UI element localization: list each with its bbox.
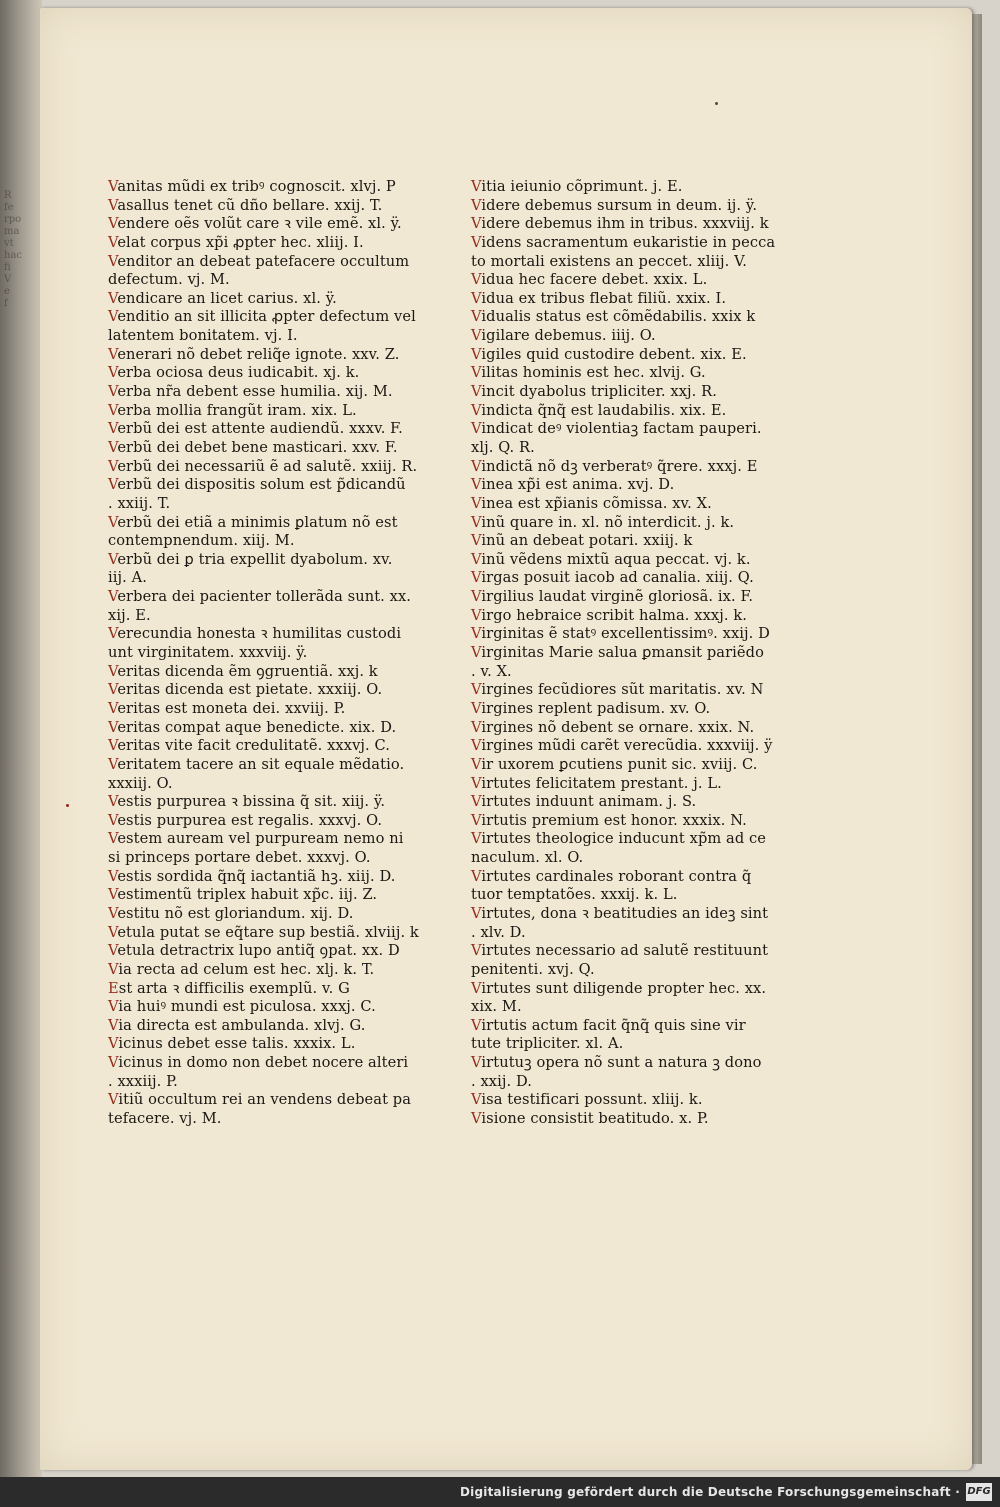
rubricated-initial: V	[471, 830, 482, 848]
index-entry: Vestis purpurea ꝛ bissina q̃ sit. xiij. ÿ.	[108, 793, 386, 811]
rubricated-initial: V	[471, 420, 482, 438]
rubricated-initial: V	[108, 476, 118, 494]
index-entry: Vidualis status est cõmẽdabilis. xxix k	[471, 308, 756, 326]
rubricated-initial: V	[108, 401, 118, 419]
index-entry: Vanitas mũdi ex tribꝰ cognoscit. xlvj. P	[108, 178, 396, 195]
index-entry: Visione consistit beatitudo. x. P.	[471, 1110, 709, 1128]
index-entry: Verbũ dei necessariũ ẽ ad salutẽ. xxiij. R.	[108, 457, 418, 475]
index-entry: tuor temptatões. xxxij. k. L.	[471, 886, 678, 904]
index-entry: Vinũ an debeat potari. xxiij. k	[471, 532, 693, 550]
index-entry: Verba nr̃a debent esse humilia. xij. M.	[108, 383, 393, 401]
rubricated-initial: V	[108, 364, 118, 382]
index-entry: Vicinus in domo non debet nocere alteri	[108, 1054, 409, 1072]
rubricated-initial: V	[108, 998, 119, 1016]
index-entry: Vindicat deꝰ violentiaꝫ factam pauperi.	[471, 420, 762, 438]
rubricated-initial: V	[471, 737, 482, 755]
funding-notice: Digitalisierung gefördert durch die Deutsche Forschungsgemeinschaft ·	[460, 1485, 960, 1499]
rubricated-initial: V	[471, 215, 482, 233]
rubricated-initial: V	[108, 867, 118, 885]
index-entry: Verbũ dei debet bene masticari. xxv. F.	[108, 438, 398, 456]
rubricated-initial: V	[108, 886, 118, 904]
index-entry: . xxxiij. P.	[108, 1072, 178, 1090]
rubricated-initial: V	[108, 438, 118, 456]
rubricated-initial: V	[108, 383, 118, 401]
index-entry: Vetula detractrix lupo antiq̃ ꝯpat. xx. D	[108, 942, 400, 960]
index-entry: Veritas est moneta dei. xxviij. P.	[108, 699, 346, 717]
rubricated-initial: E	[108, 979, 119, 997]
index-entry: Vestem auream vel purpuream nemo ni	[108, 830, 404, 848]
rubricated-initial: V	[108, 1054, 119, 1072]
index-entry: to mortali existens an peccet. xliij. V.	[471, 252, 747, 270]
rubricated-initial: V	[108, 215, 118, 233]
index-entry: Verbũ dei est attente audiendũ. xxxv. F.	[108, 420, 403, 438]
index-entry: latentem bonitatem. vj. I.	[108, 327, 298, 345]
index-entry: Via directa est ambulanda. xlvj. G.	[108, 1016, 366, 1034]
ink-spot	[66, 804, 69, 807]
index-entry: Virginitas ẽ statꝰ excellentissimꝰ. xxij. D	[471, 625, 770, 643]
index-entry: Verbũ dei ꝑ tria expellit dyabolum. xv.	[108, 550, 393, 568]
rubricated-initial: V	[108, 1016, 119, 1034]
index-entry: xxxiij. O.	[108, 774, 173, 792]
index-entry: Virgines fecũdiores sũt maritatis. xv. N	[471, 681, 764, 699]
rubricated-initial: V	[108, 830, 118, 848]
rubricated-initial: V	[471, 196, 482, 214]
rubricated-initial: V	[471, 233, 482, 251]
index-entry: Veritas dicenda est pietate. xxxiij. O.	[108, 681, 383, 699]
index-entry: Virtutes, dona ꝛ beatitudies an ideꝫ sint	[471, 904, 769, 922]
rubricated-initial: V	[471, 606, 482, 624]
rubricated-initial: V	[108, 811, 118, 829]
rubricated-initial: V	[108, 196, 118, 214]
rubricated-initial: V	[108, 923, 118, 941]
index-entry: Vestitu nõ est gloriandum. xij. D.	[108, 904, 354, 922]
rubricated-initial: V	[108, 662, 118, 680]
index-entry: . xlv. D.	[471, 923, 526, 941]
index-entry: xij. E.	[108, 606, 151, 624]
rubricated-initial: V	[108, 737, 118, 755]
index-entry: Vendere oẽs volũt care ꝛ vile emẽ. xl. ÿ.	[108, 215, 402, 233]
footer-bar	[0, 1477, 1000, 1507]
rubricated-initial: V	[108, 289, 118, 307]
rubricated-initial: V	[471, 1091, 482, 1109]
rubricated-initial: V	[471, 457, 482, 475]
index-entry: penitenti. xvj. Q.	[471, 960, 595, 978]
rubricated-initial: V	[471, 308, 482, 326]
rubricated-initial: V	[108, 793, 118, 811]
rubricated-initial: V	[471, 867, 482, 885]
index-entry: Via recta ad celum est hec. xlj. k. T.	[108, 960, 375, 978]
rubricated-initial: V	[471, 178, 482, 195]
index-entry: Videre debemus sursum in deum. ij. ÿ.	[471, 196, 758, 214]
rubricated-initial: V	[108, 1091, 119, 1109]
index-entry: naculum. xl. O.	[471, 849, 584, 867]
index-entry: Virtutes felicitatem prestant. j. L.	[471, 774, 722, 792]
index-entry: Veritas vite facit credulitatẽ. xxxvj. C.	[108, 737, 391, 755]
rubricated-initial: V	[471, 289, 482, 307]
rubricated-initial: V	[471, 550, 482, 568]
rubricated-initial: V	[108, 718, 118, 736]
rubricated-initial: V	[108, 513, 118, 531]
index-entry: Vitiũ occultum rei an vendens debeat pa	[108, 1091, 412, 1109]
rubricated-initial: V	[108, 588, 118, 606]
index-entry: unt virginitatem. xxxviij. ÿ.	[108, 644, 308, 662]
rubricated-initial: V	[471, 569, 482, 587]
rubricated-initial: V	[108, 942, 118, 960]
rubricated-initial: V	[108, 699, 118, 717]
index-entry: . xxij. D.	[471, 1072, 533, 1090]
index-entry: Virgas posuit iacob ad canalia. xiij. Q.	[471, 569, 754, 587]
index-entry: Virgilius laudat virginẽ gloriosã. ix. F.	[471, 588, 754, 606]
rubricated-initial: V	[471, 588, 482, 606]
index-entry: Virtutes necessario ad salutẽ restituunt	[471, 942, 769, 960]
index-entry: Vigilare debemus. iiij. O.	[471, 327, 656, 345]
index-entry: Vasallus tenet cũ dño bellare. xxij. T.	[108, 196, 383, 214]
index-entry: Virgines mũdi carẽt verecũdia. xxxviij. ÿ	[471, 737, 773, 755]
index-entry: Virtutis actum facit q̃nq̃ quis sine vir	[471, 1016, 746, 1034]
index-entry: Via huiꝰ mundi est piculosa. xxxj. C.	[108, 998, 376, 1016]
index-entry: Vestis sordida q̃nq̃ iactantiã hꝫ. xiij. D.	[108, 867, 396, 885]
index-entry: Vilitas hominis est hec. xlvij. G.	[471, 364, 706, 382]
rubricated-initial: V	[108, 681, 118, 699]
rubricated-initial: V	[471, 476, 482, 494]
index-column-right	[471, 178, 776, 1129]
index-entry: iij. A.	[108, 569, 148, 587]
index-entry: Vestis purpurea est regalis. xxxvj. O.	[108, 811, 383, 829]
rubricated-initial: V	[471, 625, 482, 643]
index-entry: Vinũ quare in. xl. nõ interdicit. j. k.	[471, 513, 735, 531]
index-entry: Verba mollia frangũt iram. xix. L.	[108, 401, 357, 419]
index-entry: . v. X.	[471, 662, 512, 680]
index-entry: Verbũ dei dispositis solum est p̃dicandũ	[108, 476, 406, 494]
index-entry: Verba ociosa deus iudicabit. xj. k.	[108, 364, 360, 382]
rubricated-initial: V	[471, 494, 482, 512]
index-entry: Velat corpus xp̃i ꝓpter hec. xliij. I.	[108, 233, 364, 251]
index-entry: Veritas dicenda ẽm ꝯgruentiã. xxj. k	[108, 662, 378, 680]
rubricated-initial: V	[471, 793, 482, 811]
rubricated-initial: V	[471, 327, 482, 345]
rubricated-initial: V	[471, 979, 482, 997]
index-entry: Virgines nõ debent se ornare. xxix. N.	[471, 718, 755, 736]
index-entry: Vinea est xp̃ianis cõmissa. xv. X.	[471, 494, 712, 512]
index-entry: Virtutes induunt animam. j. S.	[471, 793, 697, 811]
rubricated-initial: V	[471, 755, 482, 773]
index-entry: Vinea xp̃i est anima. xvj. D.	[471, 476, 675, 494]
rubricated-initial: V	[108, 233, 118, 251]
index-entry: Verbũ dei etiã a minimis ꝑlatum nõ est	[108, 513, 398, 531]
index-entry: Vigiles quid custodire debent. xix. E.	[471, 345, 747, 363]
rubricated-initial: V	[108, 1035, 119, 1053]
rubricated-initial: V	[108, 625, 118, 643]
binding-edge	[0, 0, 42, 1477]
rubricated-initial: V	[471, 271, 482, 289]
rubricated-initial: V	[471, 644, 482, 662]
rubricated-initial: V	[108, 755, 118, 773]
index-entry: Vetula putat se eq̃tare sup bestiã. xlviij. k	[108, 923, 419, 941]
rubricated-initial: V	[471, 681, 482, 699]
index-entry: Vidua ex tribus flebat filiũ. xxix. I.	[471, 289, 727, 307]
index-entry: xix. M.	[471, 998, 522, 1016]
index-entry: si princeps portare debet. xxxvj. O.	[108, 849, 371, 867]
index-entry: xlj. Q. R.	[471, 438, 535, 456]
index-entry: Verecundia honesta ꝛ humilitas custodi	[108, 625, 402, 643]
index-entry: Videre debemus ihm in tribus. xxxviij. k	[471, 215, 769, 233]
index-entry: Vincit dyabolus tripliciter. xxj. R.	[471, 383, 717, 401]
rubricated-initial: V	[108, 550, 118, 568]
rubricated-initial: V	[108, 960, 119, 978]
rubricated-initial: V	[471, 345, 482, 363]
rubricated-initial: V	[471, 1016, 482, 1034]
index-entry: tefacere. vj. M.	[108, 1110, 222, 1128]
index-entry: Venditor an debeat patefacere occultum	[108, 252, 410, 270]
index-entry: Virtutes cardinales roborant contra q̃	[471, 867, 752, 885]
rubricated-initial: V	[108, 904, 118, 922]
index-entry: Vicinus debet esse talis. xxxix. L.	[108, 1035, 356, 1053]
rubricated-initial: V	[108, 252, 118, 270]
index-entry: Virtutes theologice inducunt xp̃m ad ce	[471, 830, 767, 848]
facing-page-bleed: R fe rpo ma vt hac fi V e f	[4, 190, 23, 309]
rubricated-initial: V	[471, 699, 482, 717]
ink-spot	[715, 102, 718, 105]
rubricated-initial: V	[471, 383, 482, 401]
index-entry: Virtutes sunt diligende propter hec. xx.	[471, 979, 767, 997]
page-edge	[972, 14, 982, 1464]
rubricated-initial: V	[108, 308, 118, 326]
index-entry: Vindicta q̃nq̃ est laudabilis. xix. E.	[471, 401, 727, 419]
index-entry: Virginitas Marie salua ꝑmansit pariẽdo	[471, 644, 764, 662]
rubricated-initial: V	[108, 345, 118, 363]
index-entry: Venditio an sit illicita ꝓpter defectum vel	[108, 308, 416, 326]
index-entry: Vindictã nõ dꝫ verberatꝰ q̃rere. xxxj. E	[471, 457, 758, 475]
rubricated-initial: V	[471, 532, 482, 550]
index-entry: tute tripliciter. xl. A.	[471, 1035, 624, 1053]
index-entry: defectum. vj. M.	[108, 271, 230, 289]
index-entry: Vitia ieiunio cõprimunt. j. E.	[471, 178, 683, 195]
index-entry: Veritatem tacere an sit equale mẽdatio.	[108, 755, 405, 773]
index-entry: Virtutuꝫ opera nõ sunt a natura ꝫ dono	[471, 1054, 762, 1072]
index-entry: Vendicare an licet carius. xl. ÿ.	[108, 289, 337, 307]
index-entry: Vinũ vẽdens mixtũ aqua peccat. vj. k.	[471, 550, 751, 568]
rubricated-initial: V	[471, 904, 482, 922]
index-entry: Vidua hec facere debet. xxix. L.	[471, 271, 708, 289]
index-entry: Visa testificari possunt. xliij. k.	[471, 1091, 703, 1109]
rubricated-initial: V	[471, 1054, 482, 1072]
index-column-left	[108, 178, 419, 1129]
index-entry: contempnendum. xiij. M.	[108, 532, 295, 550]
rubricated-initial: V	[471, 942, 482, 960]
index-entry: Virgines replent padisum. xv. O.	[471, 699, 711, 717]
index-entry: Virtutis premium est honor. xxxix. N.	[471, 811, 747, 829]
rubricated-initial: V	[108, 420, 118, 438]
rubricated-initial: V	[471, 364, 482, 382]
rubricated-initial: V	[471, 774, 482, 792]
index-entry: Venerari nõ debet reliq̃e ignote. xxv. Z.	[108, 345, 400, 363]
rubricated-initial: V	[471, 513, 482, 531]
index-entry: Virgo hebraice scribit halma. xxxj. k.	[471, 606, 748, 624]
index-entry: . xxiij. T.	[108, 494, 171, 512]
index-entry: Verbera dei pacienter tollerãda sunt. xx.	[108, 588, 412, 606]
index-entry: Videns sacramentum eukaristie in pecca	[471, 233, 776, 251]
rubricated-initial: V	[108, 457, 118, 475]
rubricated-initial: V	[471, 811, 482, 829]
rubricated-initial: V	[108, 178, 118, 195]
rubricated-initial: V	[471, 401, 482, 419]
index-entry: Est arta ꝛ difficilis exemplũ. v. G	[108, 979, 350, 997]
index-entry: Veritas compat aque benedicte. xix. D.	[108, 718, 397, 736]
index-entry: Vir uxorem ꝑcutiens punit sic. xviij. C.	[471, 755, 758, 773]
index-entry: Vestimentũ triplex habuit xp̃c. iij. Z.	[108, 886, 378, 904]
dfg-logo: DFG	[966, 1483, 992, 1501]
rubricated-initial: V	[471, 1110, 482, 1128]
rubricated-initial: V	[471, 718, 482, 736]
